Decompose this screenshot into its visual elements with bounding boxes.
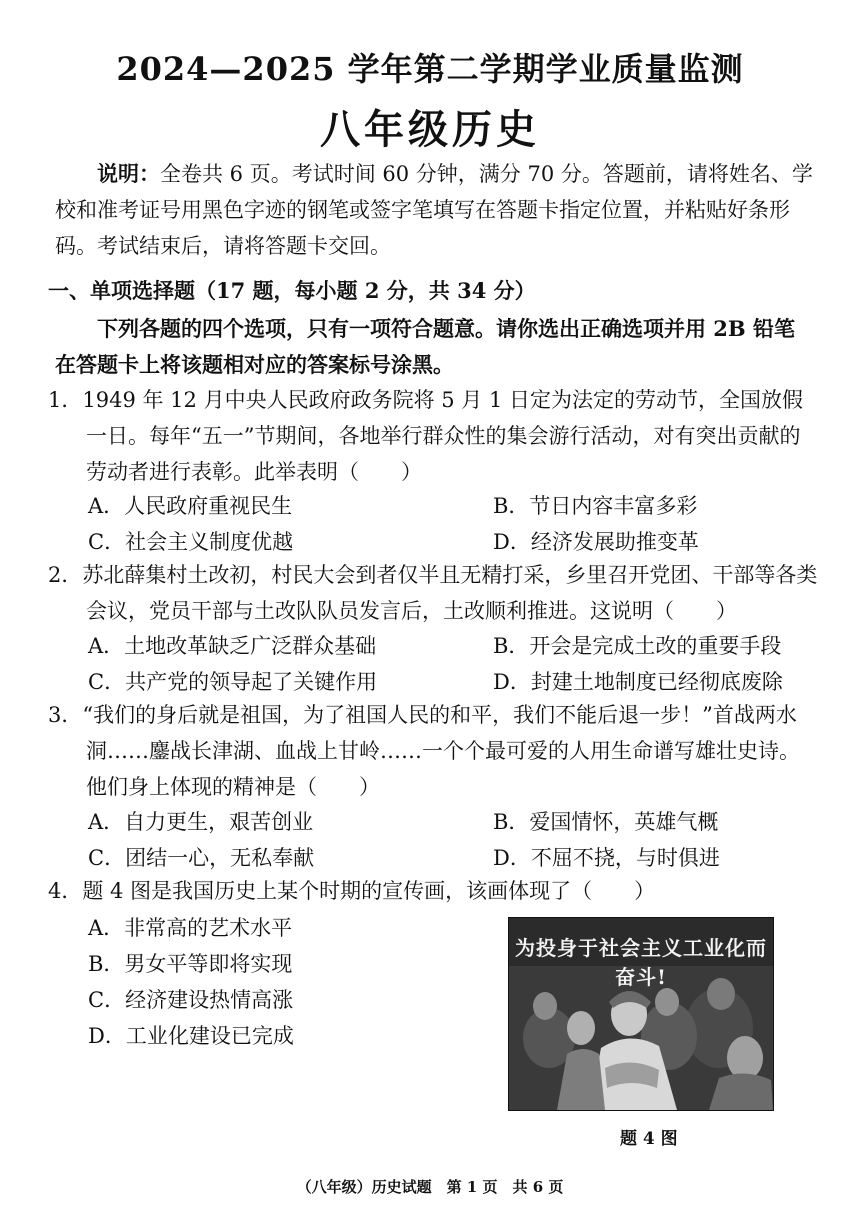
section-heading: 一、单项选择题（17 题，每小题 2 分，共 34 分）: [48, 278, 536, 303]
option-d: D．工业化建设已完成: [88, 1024, 294, 1048]
option-c: C．社会主义制度优越: [88, 530, 294, 554]
instructions: [55, 156, 815, 264]
question-number: 3．: [48, 703, 83, 727]
question-1: [48, 382, 818, 490]
question-4: [48, 873, 818, 909]
exam-title: 2024—2025 学年第二学期学业质量监测: [116, 50, 744, 88]
option-a: A．自力更生，艰苦创业: [88, 810, 314, 834]
option-d: D．不屈不挠，与时俱进: [493, 846, 720, 870]
exam-subject: 八年级历史: [320, 106, 540, 153]
question-number: 1．: [48, 388, 83, 412]
question-stem: 1949 年 12 月中央人民政府政务院将 5 月 1 日定为法定的劳动节，全国放假一日。每年“五一”节期间，各地举行群众性的集会游行活动，对有突出贡献的劳动者进行表彰。此举表明（ ）: [82, 388, 803, 484]
question-3: [48, 697, 818, 805]
option-c: C．团结一心，无私奉献: [88, 846, 315, 870]
option-b: B．爱国情怀，英雄气概: [493, 810, 719, 834]
option-b: B．男女平等即将实现: [88, 952, 293, 976]
figure-caption: 题 4 图: [620, 1129, 678, 1149]
question-2: [48, 557, 818, 629]
option-b: B．开会是完成土改的重要手段: [493, 634, 782, 658]
option-c: C．经济建设热情高涨: [88, 988, 294, 1012]
option-c: C．共产党的领导起了关键作用: [88, 670, 378, 694]
instructions-label: 说明：: [97, 161, 160, 186]
option-d: D．封建土地制度已经彻底废除: [493, 670, 783, 694]
option-a: A．人民政府重视民生: [88, 494, 293, 518]
question-number: 4．: [48, 879, 83, 903]
question-stem: 苏北薛集村土改初，村民大会到者仅半且无精打采，乡里召开党团、干部等各类会议，党员干部与土改队队员发言后，土改顺利推进。这说明（ ）: [82, 563, 818, 623]
question-number: 2．: [48, 563, 83, 587]
option-b: B．节日内容丰富多彩: [493, 494, 698, 518]
option-a: A．土地改革缺乏广泛群众基础: [88, 634, 377, 658]
page-footer: （八年级）历史试题 第 1 页 共 6 页: [296, 1178, 564, 1196]
propaganda-poster-image: [508, 917, 774, 1111]
section-directions: 下列各题的四个选项，只有一项符合题意。请你选出正确选项并用 2B 铅笔在答题卡上将该题相对应的答案标号涂黑。: [55, 316, 795, 377]
option-d: D．经济发展助推变革: [493, 530, 699, 554]
option-a: A．非常高的艺术水平: [88, 916, 293, 940]
instructions-text: 全卷共 6 页。考试时间 60 分钟，满分 70 分。答题前，请将姓名、学校和准考证号用黑色字迹的钢笔或签字笔填写在答题卡指定位置，并粘贴好条形码。考试结束后，请将答题卡交回。: [55, 162, 813, 258]
question-stem: “我们的身后就是祖国，为了祖国人民的和平，我们不能后退一步！”首战两水洞……鏖战长津湖、血战上甘岭……一个个最可爱的人用生命谱写雄壮史诗。他们身上体现的精神是（ ）: [82, 703, 800, 799]
poster-slogan: 为投身于社会主义工业化而奋斗!: [515, 936, 767, 989]
question-stem: 题 4 图是我国历史上某个时期的宣传画，该画体现了（ ）: [82, 879, 656, 903]
